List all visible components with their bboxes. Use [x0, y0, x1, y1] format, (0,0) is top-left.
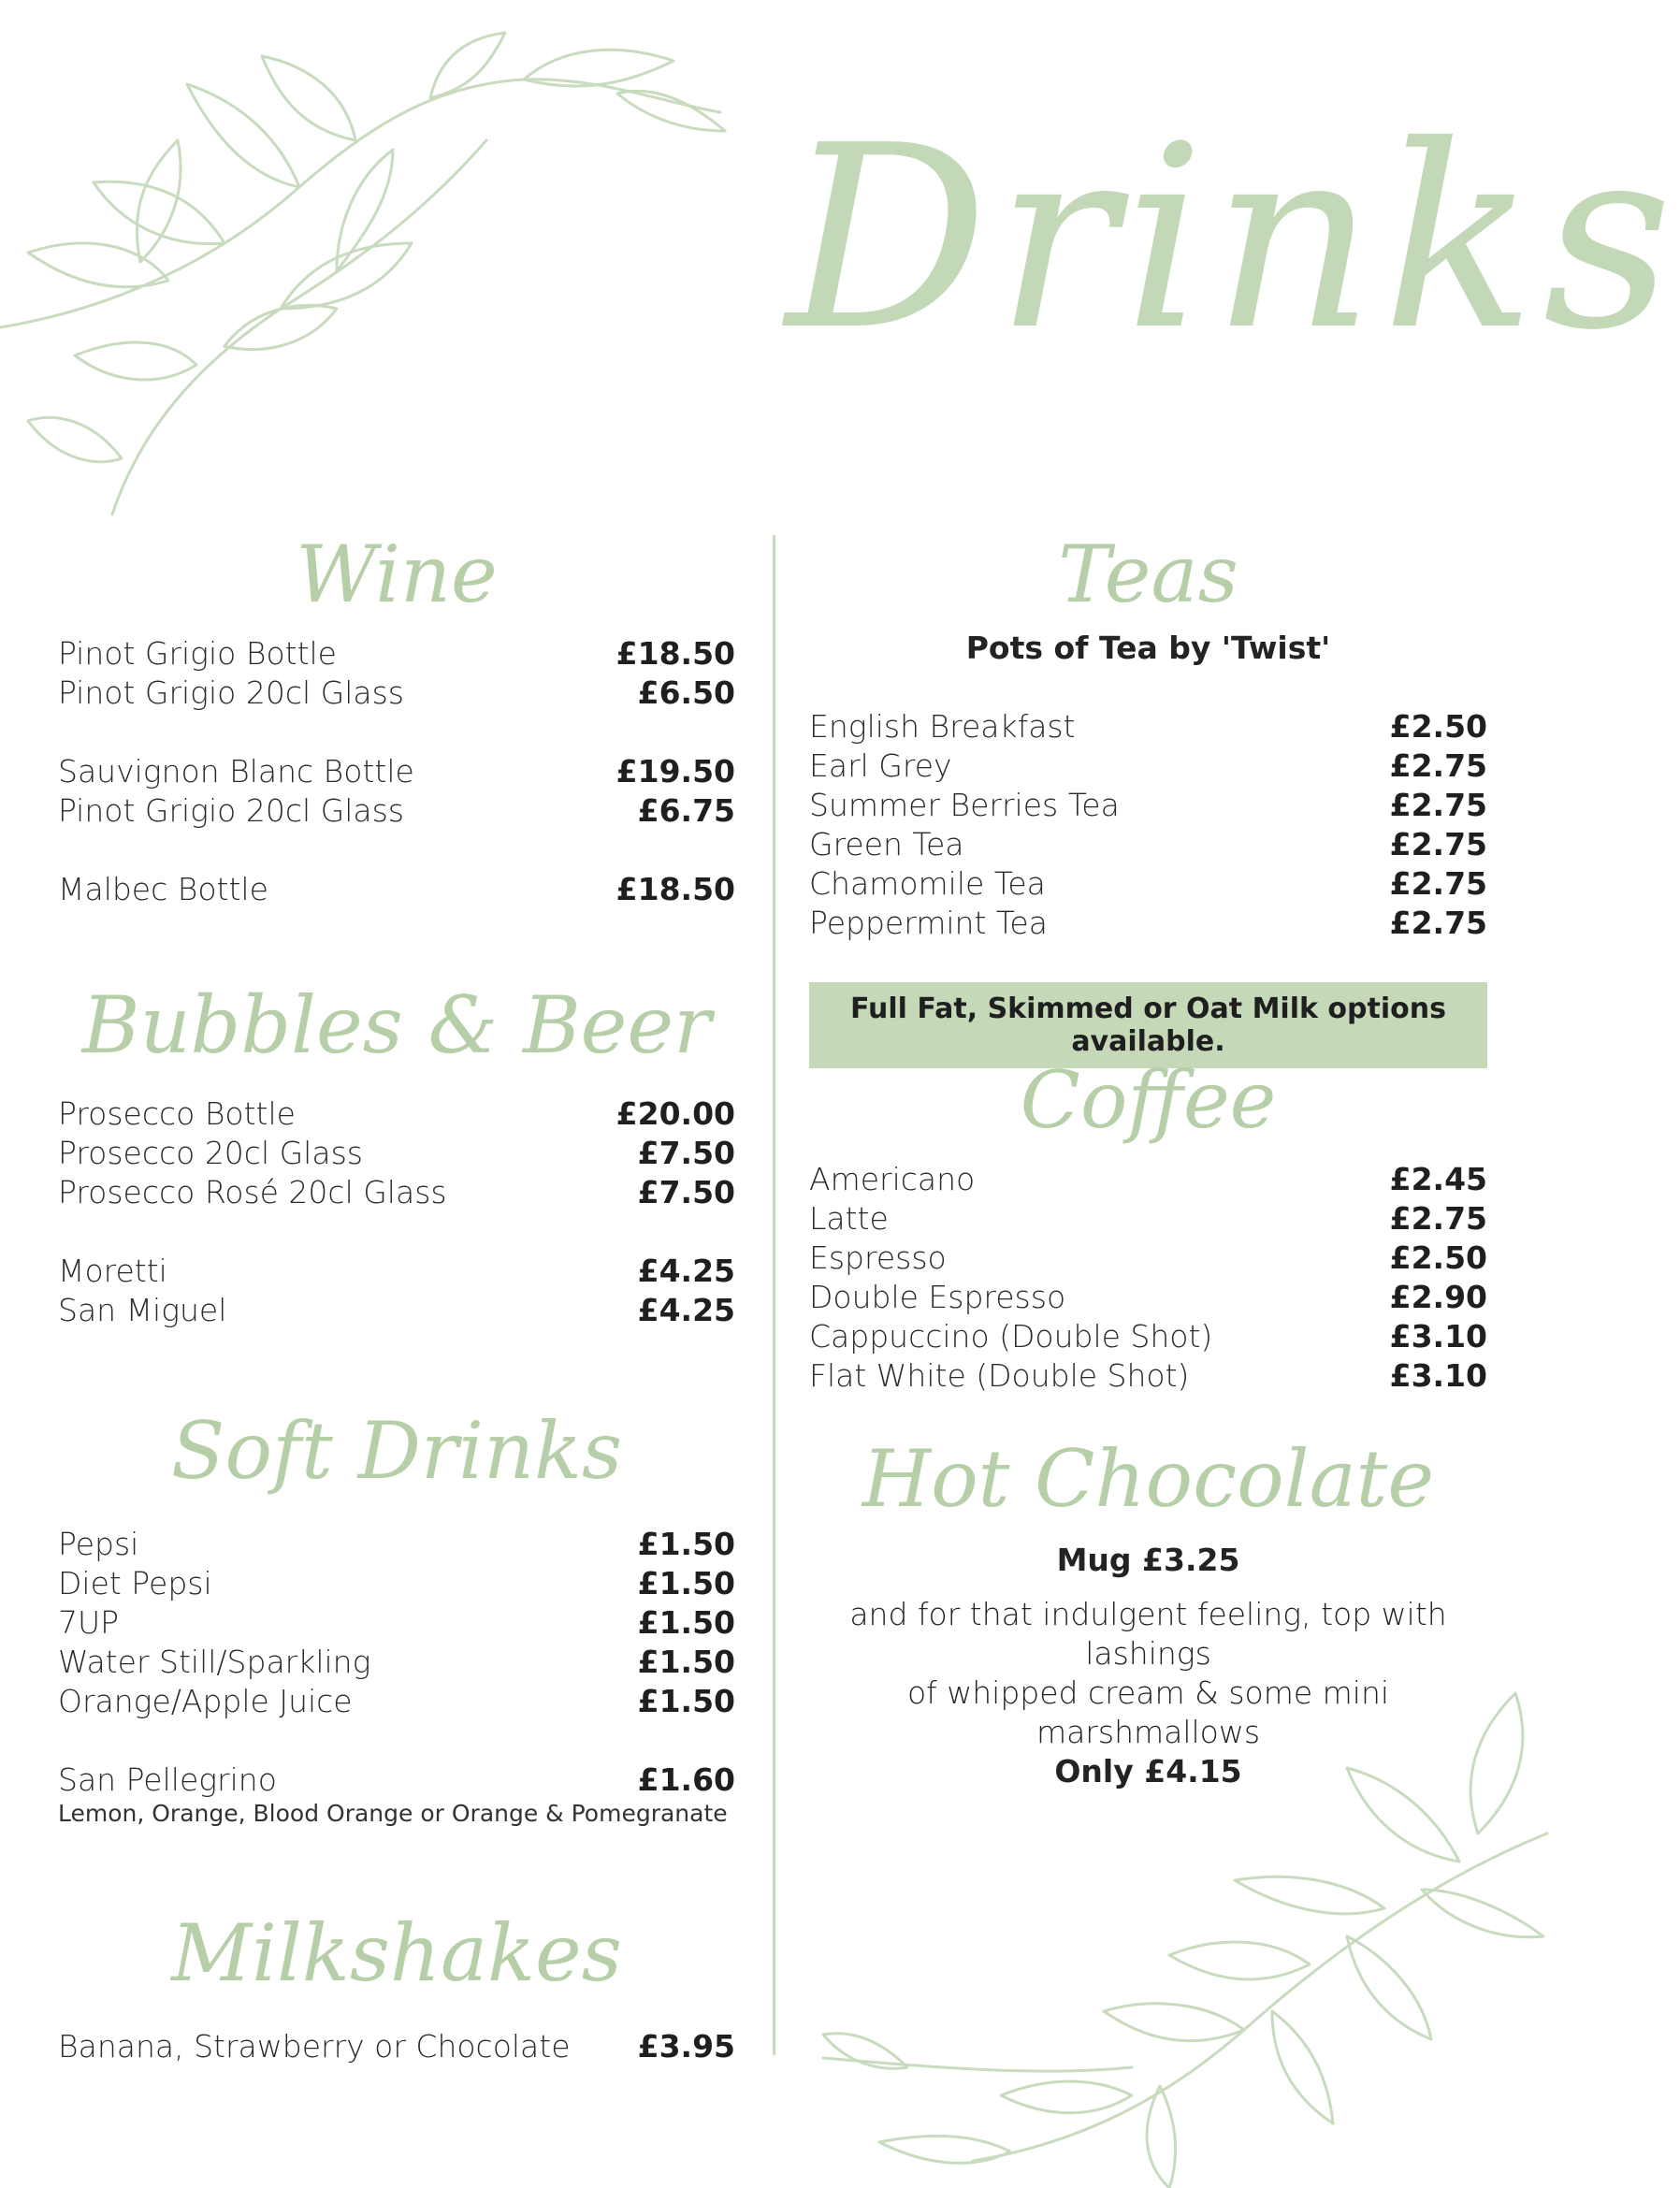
- item-name: San Miguel: [58, 1292, 227, 1328]
- menu-item: [58, 1094, 735, 1134]
- menu-item: [809, 864, 1487, 904]
- menu-item: [809, 707, 1487, 746]
- teas-subtitle: Pots of Tea by 'Twist': [965, 630, 1331, 666]
- item-price: £3.10: [1389, 1357, 1487, 1394]
- item-name: San Pellegrino: [58, 1761, 277, 1798]
- deluxe-price: Only £4.15: [1054, 1753, 1242, 1790]
- menu-item: [58, 1525, 735, 1564]
- leaf-decoration-top-left-icon: [0, 28, 730, 514]
- menu-item: [809, 1199, 1487, 1239]
- item-name: Flat White (Double Shot): [809, 1357, 1190, 1394]
- menu-item: [809, 746, 1487, 786]
- wine-heading: Wine: [296, 529, 498, 620]
- menu-item: [58, 1603, 735, 1643]
- teas-section: [809, 531, 1487, 1068]
- item-name: Water Still/Sparkling: [58, 1644, 371, 1680]
- item-price: £2.75: [1389, 1200, 1487, 1237]
- mug-price: Mug £3.25: [1056, 1542, 1240, 1578]
- item-price: £6.50: [637, 674, 735, 711]
- item-price: £7.50: [637, 1174, 735, 1210]
- soft-drinks-heading: Soft Drinks: [170, 1405, 623, 1497]
- menu-item: [58, 1134, 735, 1173]
- item-price: £18.50: [616, 635, 735, 672]
- menu-item: [58, 791, 735, 831]
- item-price: £3.95: [637, 2028, 735, 2065]
- menu-item: [58, 1252, 735, 1291]
- item-price: £20.00: [616, 1095, 735, 1132]
- menu-item: [809, 1356, 1487, 1396]
- item-name: Earl Grey: [809, 747, 952, 784]
- milk-options-banner: Full Fat, Skimmed or Oat Milk options available.: [809, 982, 1487, 1068]
- milkshakes-section: [58, 1907, 735, 2066]
- item-price: £7.50: [637, 1135, 735, 1171]
- item-name: Prosecco Rosé 20cl Glass: [58, 1174, 447, 1210]
- item-name: Diet Pepsi: [58, 1565, 212, 1601]
- menu-item: [809, 904, 1487, 943]
- item-name: Pinot Grigio Bottle: [58, 635, 337, 672]
- item-name: Prosecco Bottle: [58, 1095, 296, 1132]
- item-price: £2.75: [1389, 747, 1487, 784]
- menu-item: [58, 752, 735, 791]
- item-name: Chamomile Tea: [809, 865, 1046, 902]
- menu-item: [809, 786, 1487, 825]
- menu-item: [58, 870, 735, 909]
- item-price: £6.75: [637, 792, 735, 829]
- menu-item: [809, 1317, 1487, 1356]
- item-price: £1.60: [637, 1761, 735, 1798]
- item-name: Moretti: [58, 1253, 167, 1289]
- wine-section: [58, 531, 735, 909]
- item-name: Banana, Strawberry or Chocolate: [58, 2028, 571, 2065]
- column-divider: [773, 535, 775, 2055]
- item-price: £3.10: [1389, 1318, 1487, 1355]
- teas-heading: Teas: [1058, 529, 1238, 620]
- menu-item: [58, 634, 735, 674]
- item-name: Sauvignon Blanc Bottle: [58, 753, 414, 790]
- item-name: Summer Berries Tea: [809, 787, 1120, 823]
- item-name: Malbec Bottle: [58, 871, 268, 907]
- menu-item: [809, 1278, 1487, 1317]
- menu-item: [58, 674, 735, 713]
- bubbles-section: [58, 979, 735, 1330]
- menu-item: [58, 1682, 735, 1721]
- menu-item: [809, 1160, 1487, 1199]
- item-price: £4.25: [637, 1253, 735, 1289]
- item-price: £2.75: [1389, 865, 1487, 902]
- flavour-note: Lemon, Orange, Blood Orange or Orange & Pomegranate: [58, 1800, 728, 1827]
- item-price: £1.50: [637, 1526, 735, 1562]
- item-price: £18.50: [616, 871, 735, 907]
- coffee-heading: Coffee: [1020, 1054, 1277, 1146]
- item-name: Latte: [809, 1200, 889, 1237]
- menu-item: [58, 1643, 735, 1682]
- soft-drinks-section: [58, 1405, 735, 1828]
- hot-chocolate-description-line-2: of whipped cream & some mini marshmallows: [906, 1674, 1390, 1750]
- item-price: £2.50: [1389, 708, 1487, 745]
- item-name: Americano: [809, 1161, 976, 1197]
- item-name: Cappuccino (Double Shot): [809, 1318, 1213, 1355]
- item-name: Orange/Apple Juice: [58, 1683, 353, 1719]
- bubbles-heading: Bubbles & Beer: [81, 979, 712, 1071]
- hot-chocolate-heading: Hot Chocolate: [862, 1433, 1435, 1525]
- item-price: £2.45: [1389, 1161, 1487, 1197]
- menu-item: [809, 825, 1487, 864]
- item-price: £2.75: [1389, 826, 1487, 862]
- item-price: £1.50: [637, 1604, 735, 1641]
- item-price: £1.50: [637, 1565, 735, 1601]
- item-name: Green Tea: [809, 826, 964, 862]
- menu-item: [58, 1564, 735, 1603]
- page-title: Drinks: [786, 91, 1680, 385]
- item-price: £1.50: [637, 1644, 735, 1680]
- menu-item: [58, 2027, 735, 2066]
- menu-item: [58, 1173, 735, 1212]
- item-name: Pinot Grigio 20cl Glass: [58, 674, 404, 711]
- item-price: £2.75: [1389, 905, 1487, 941]
- item-price: £1.50: [637, 1683, 735, 1719]
- item-name: Double Espresso: [809, 1279, 1066, 1315]
- item-name: 7UP: [58, 1604, 120, 1641]
- item-name: Prosecco 20cl Glass: [58, 1135, 363, 1171]
- item-price: £2.50: [1389, 1239, 1487, 1276]
- coffee-section: [809, 1054, 1487, 1396]
- item-price: £19.50: [616, 753, 735, 790]
- item-name: Pinot Grigio 20cl Glass: [58, 792, 404, 829]
- hot-chocolate-section: [809, 1433, 1487, 1791]
- item-name: English Breakfast: [809, 708, 1076, 745]
- menu-item: [809, 1239, 1487, 1278]
- item-price: £2.90: [1389, 1279, 1487, 1315]
- menu-item: [58, 1761, 735, 1800]
- item-name: Pepsi: [58, 1526, 139, 1562]
- item-name: Espresso: [809, 1239, 947, 1276]
- item-price: £4.25: [637, 1292, 735, 1328]
- item-price: £2.75: [1389, 787, 1487, 823]
- menu-item: [58, 1291, 735, 1330]
- hot-chocolate-description-line-1: and for that indulgent feeling, top with lashings: [849, 1596, 1447, 1672]
- item-name: Peppermint Tea: [809, 905, 1048, 941]
- milkshakes-heading: Milkshakes: [171, 1907, 622, 1999]
